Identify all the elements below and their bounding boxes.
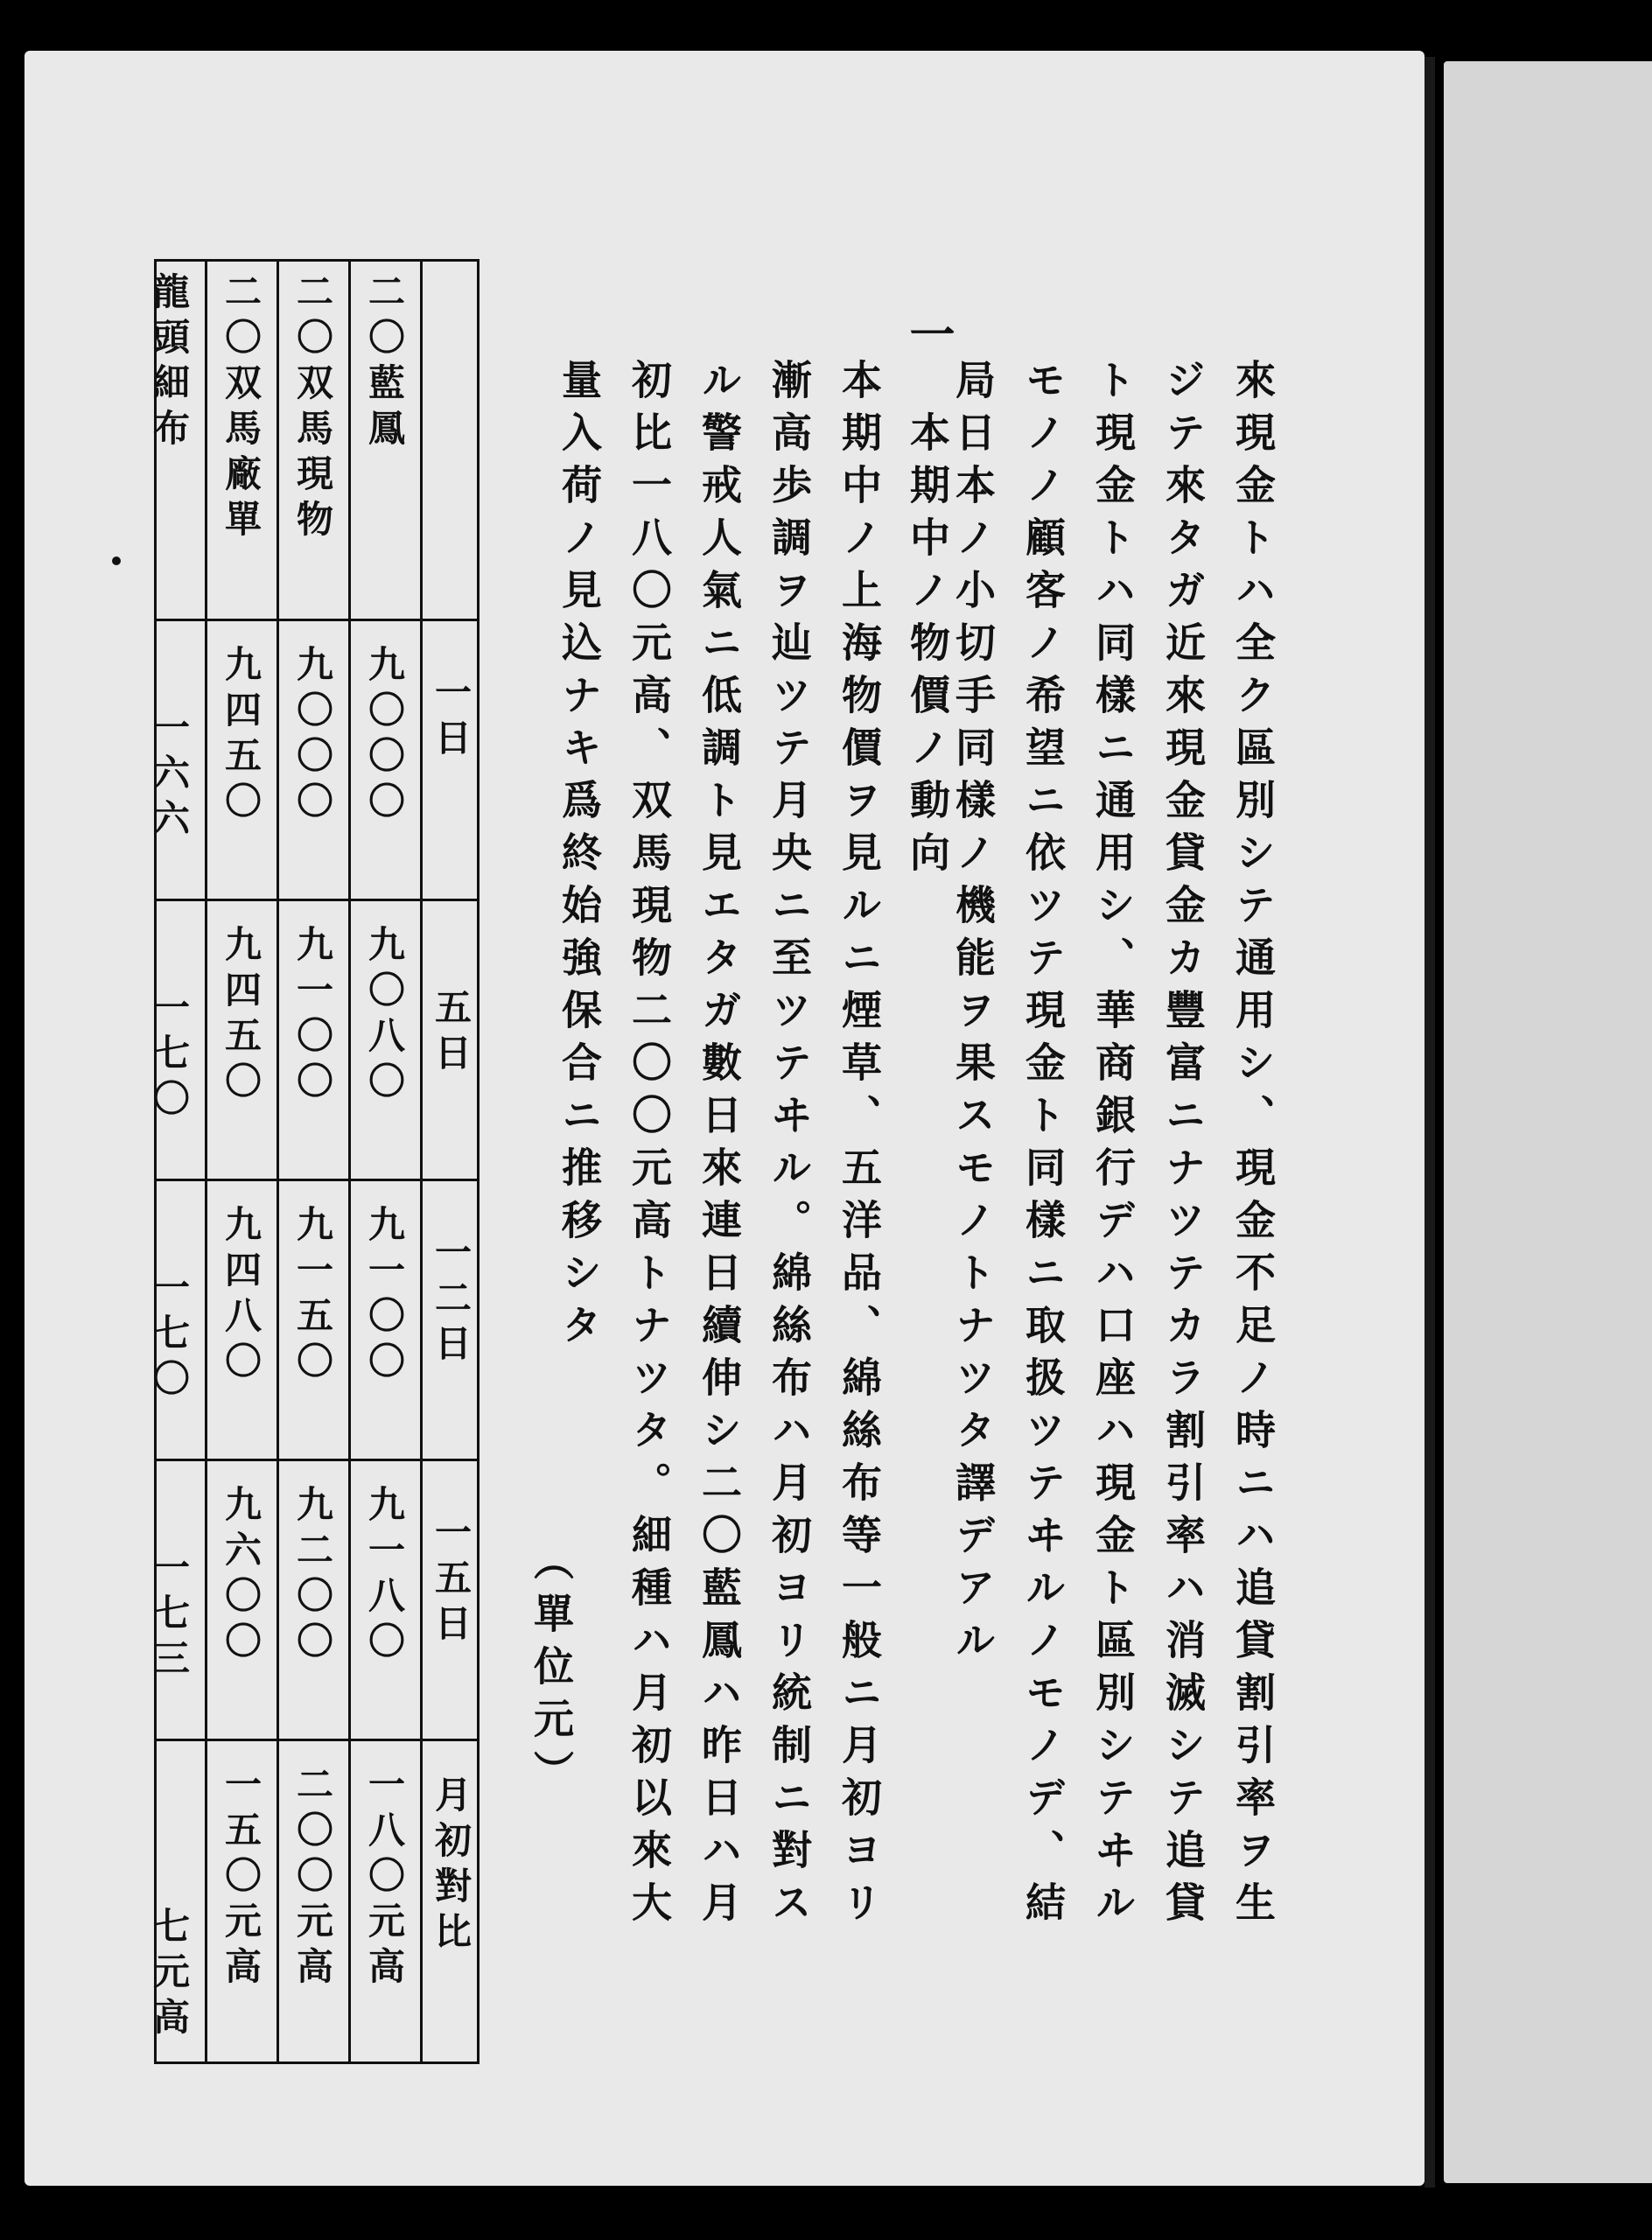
column-header: 月初對比 — [430, 1775, 472, 1957]
table-cell: 一六六 — [148, 708, 191, 844]
unit-note: （單位元） — [528, 1540, 575, 1802]
table-cell: 一七〇 — [148, 1268, 191, 1404]
section-title: 本期中ノ物價ノ動向 — [904, 411, 951, 884]
row-label: 龍頭細布 — [148, 272, 191, 454]
table-cell: 九一〇〇 — [291, 925, 334, 1107]
column-header: 一五日 — [430, 1513, 472, 1649]
body-line: ジテ來タガ近來現金貸金カ豐富ニナツテカラ割引率ハ消滅シテ追貸 — [1159, 359, 1207, 1934]
body-line: 漸高歩調ヲ辿ツテ月央ニ至ツテヰル。綿絲布ハ月初ヨリ統制ニ對ス — [766, 359, 813, 1934]
table-cell: 一七三 — [148, 1548, 191, 1684]
table-cell: 九二〇〇 — [291, 1485, 334, 1667]
table-cell: 二〇〇元高 — [291, 1765, 334, 1992]
table-cell: 七元高 — [148, 1907, 191, 2043]
table-bottom-rule — [154, 2062, 480, 2064]
body-line: ト現金トハ同樣ニ通用シ、華商銀行デハ口座ハ現金ト區別シテヰル — [1089, 359, 1137, 1934]
column-header: 一日 — [430, 673, 472, 764]
page-edge — [1424, 57, 1435, 2188]
table-cell: 九一八〇 — [363, 1485, 406, 1667]
table-cell: 九〇八〇 — [363, 925, 406, 1107]
table-cell: 九〇〇〇 — [291, 645, 334, 827]
table-cell: 一五〇元高 — [220, 1765, 262, 1992]
table-cell: 一七〇 — [148, 988, 191, 1124]
adjacent-page — [1444, 61, 1652, 2183]
body-line: 局日本ノ小切手同樣ノ機能ヲ果スモノトナツタ譯デアル — [949, 359, 997, 1671]
table-cell: 九四五〇 — [220, 925, 262, 1107]
table-cell: 九〇〇〇 — [363, 645, 406, 827]
table-cell: 九四八〇 — [220, 1205, 262, 1387]
body-line: ル警戒人氣ニ低調ト見エタガ數日來連日續伸シ二〇藍鳳ハ昨日ハ月 — [696, 359, 743, 1934]
body-line: 來現金トハ全ク區別シテ通用シ、現金不足ノ時ニハ追貸割引率ヲ生 — [1229, 359, 1277, 1934]
column-header: 一二日 — [430, 1233, 472, 1369]
body-line: 本期中ノ上海物價ヲ見ルニ煙草、五洋品、綿絲布等一般ニ月初ヨリ — [836, 359, 883, 1934]
row-label: 二〇双馬廠單 — [220, 272, 262, 545]
body-line: 初比一八〇元高、双馬現物二〇〇元高トナツタ。細種ハ月初以來大 — [626, 359, 673, 1934]
ink-mark — [112, 556, 121, 565]
column-header: 五日 — [430, 988, 472, 1079]
table-cell: 九一五〇 — [291, 1205, 334, 1387]
body-line: モノノ顧客ノ希望ニ依ツテ現金ト同樣ニ取扱ツテヰルノモノデ、結 — [1019, 359, 1067, 1934]
table-cell: 一八〇元高 — [363, 1765, 406, 1992]
section-number: 一 — [901, 311, 955, 356]
body-line: 量入荷ノ見込ナキ爲終始強保合ニ推移シタ — [556, 359, 603, 1356]
row-label: 二〇双馬現物 — [291, 272, 334, 545]
table-cell: 九一〇〇 — [363, 1205, 406, 1387]
table-cell: 九六〇〇 — [220, 1485, 262, 1667]
price-table — [148, 259, 480, 2064]
row-label: 二〇藍鳳 — [363, 272, 406, 454]
table-cell: 九四五〇 — [220, 645, 262, 827]
